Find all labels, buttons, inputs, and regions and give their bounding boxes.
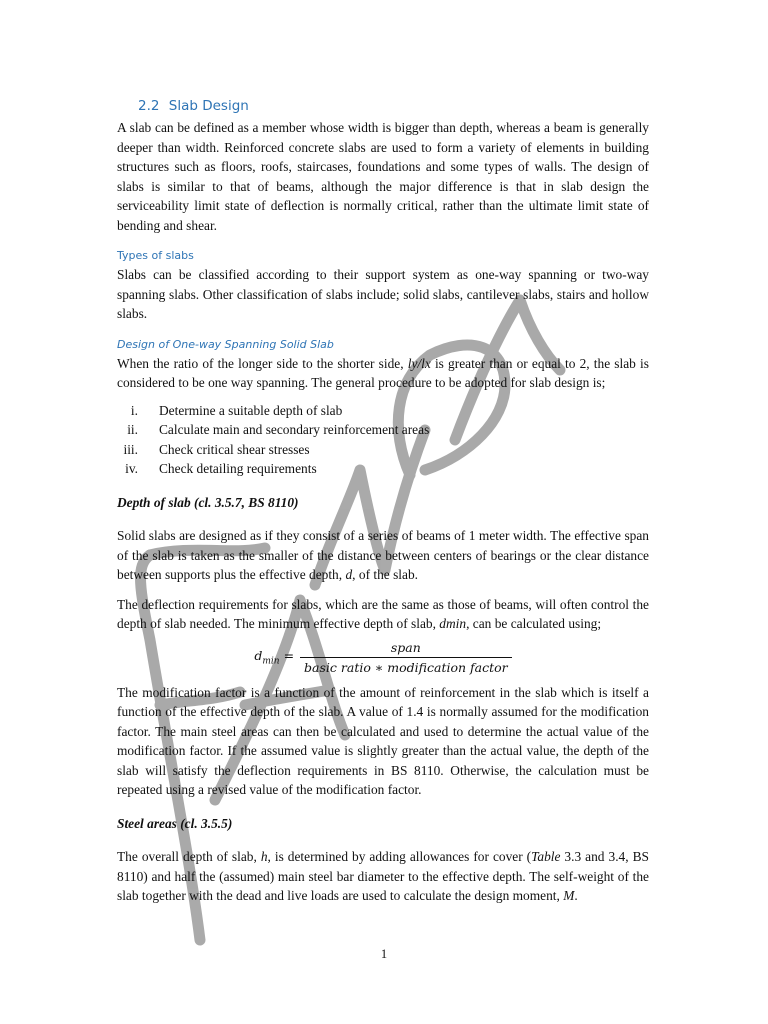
procedure-list xyxy=(117,401,649,479)
ratio-symbol: ly/lx xyxy=(407,355,431,371)
depth-paragraph-2: The deflection requirements for slabs, which are the same as those of beams, will often control the depth of slab needed. The minimum effective depth of slab, dmin, can be calculated using; xyxy=(117,596,649,631)
depth-heading: Depth of slab (cl. 3.5.7, BS 8110) xyxy=(117,494,299,510)
section-number: 2.2 xyxy=(138,98,160,114)
depth-paragraph-3: The modification factor is a function of the amount of reinforcement in the slab which is itself a function of the effective depth of the slab. A value of 1.4 is normally assumed for the modification factor. The main steel areas can then be calculated and used to determine the actual value of the modification factor. If the assumed value is slightly greater than the actual value, the depth of the slab will satisfy the deflection requirements in BS 8110. Otherwise, the calculation must be repeated using a revised value of the modification factor. xyxy=(117,684,649,797)
document-body xyxy=(117,98,649,906)
symbol-dmin: dmin xyxy=(439,616,467,631)
steel-paragraph: The overall depth of slab, h, is determined by adding allowances for cover (Table 3.3 and 3.4, BS 8110) and half the (assumed) main steel bar diameter to the effective depth. The self-weight of the slab together with the dead and live loads are used to calculate the design moment, M. xyxy=(117,849,649,903)
list-item: iii. Check critical shear stresses xyxy=(123,441,310,457)
list-item: iv. Check detailing requirements xyxy=(125,461,317,476)
dmin-formula xyxy=(117,640,649,675)
formula-denominator: basic ratio ∗ modification factor xyxy=(300,657,512,675)
oneway-heading: Design of One-way Spanning Solid Slab xyxy=(117,337,334,351)
list-item: i. Determine a suitable depth of slab xyxy=(130,402,343,418)
oneway-text-b: is greater than or equal to 2, the slab is considered to be one way spanning. The general procedure to be adopted for slab design is; xyxy=(117,355,649,390)
section-title: Slab Design xyxy=(168,98,249,114)
intro-paragraph: A slab can be defined as a member whose width is bigger than depth, whereas a beam is generally deeper than width. Reinforced concrete slabs are used to form a variety of elements in building structures such as floors, roofs, staircases, foundations and some types of walls. The design of slabs is similar to that of beams, although the major difference is that in slab design the serviceability limit state of deflection is normally critical, rather than the ultimate limit state of bending and shear. xyxy=(117,120,649,233)
formula-numerator: span xyxy=(390,639,421,655)
page-number: 1 xyxy=(380,947,388,961)
formula-lhs: $d_{min}$ = xyxy=(254,647,295,667)
oneway-paragraph xyxy=(117,354,649,393)
symbol-h: h xyxy=(260,849,268,864)
formula-fraction xyxy=(300,640,512,675)
depth-paragraph-1: Solid slabs are designed as if they consist of a series of beams of 1 meter width. The effective span of the slab is taken as the smaller of the distance between centers of bearings or the clear distance between supports plus the effective depth, d, of the slab. xyxy=(117,528,649,582)
types-paragraph: Slabs can be classified according to their support system as one-way spanning or two-way spanning slabs. Other classification of slabs include; solid slabs, cantilever slabs, stairs and hollow slabs. xyxy=(117,267,649,321)
types-heading: Types of slabs xyxy=(117,249,194,262)
steel-heading: Steel areas (cl. 3.5.5) xyxy=(117,815,233,831)
symbol-d: d xyxy=(345,567,353,582)
list-item: ii. Calculate main and secondary reinforcement areas xyxy=(127,422,430,437)
oneway-text-a: When the ratio of the longer side to the shorter side, xyxy=(117,355,404,371)
symbol-m: M xyxy=(563,888,575,903)
section-heading xyxy=(138,98,649,114)
